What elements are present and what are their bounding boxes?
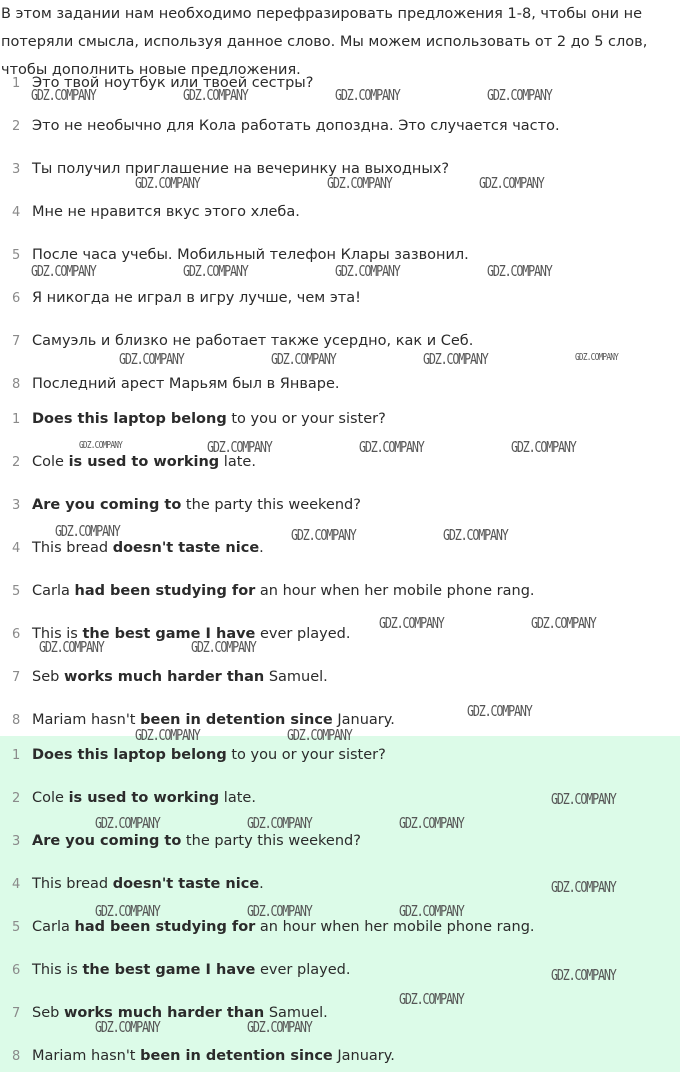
watermark: GDZ.COMPANY (39, 638, 104, 656)
watermark: GDZ.COMPANY (551, 790, 616, 808)
intro-line-1: В этом задании нам необходимо перефразировать предложения 1-8, чтобы они не (1, 6, 643, 22)
item-number: 6 (12, 962, 21, 978)
list-item (0, 372, 680, 396)
watermark: GDZ.COMPANY (443, 526, 508, 544)
list-item (0, 200, 680, 224)
item-number: 1 (12, 75, 21, 91)
watermark: GDZ.COMPANY (291, 526, 356, 544)
item-text: Seb works much harder than Samuel. (32, 669, 328, 685)
item-text: This is the best game I have ever played. (32, 962, 351, 978)
item-number: 1 (12, 747, 21, 763)
item-number: 6 (12, 626, 21, 642)
watermark: GDZ.COMPANY (287, 726, 352, 744)
watermark: GDZ.COMPANY (551, 878, 616, 896)
list-item (0, 243, 680, 267)
list-item (0, 536, 680, 560)
item-text: This bread doesn't taste nice. (32, 876, 264, 892)
item-text: Мне не нравится вкус этого хлеба. (32, 204, 300, 220)
item-text: Cole is used to working late. (32, 790, 256, 806)
item-text: Seb works much harder than Samuel. (32, 1005, 328, 1021)
watermark: GDZ.COMPANY (379, 614, 444, 632)
watermark: GDZ.COMPANY (79, 440, 123, 451)
item-number: 7 (12, 333, 21, 349)
watermark: GDZ.COMPANY (531, 614, 596, 632)
item-number: 5 (12, 247, 21, 263)
watermark: GDZ.COMPANY (399, 902, 464, 920)
watermark: GDZ.COMPANY (335, 262, 400, 280)
watermark: GDZ.COMPANY (55, 522, 120, 540)
intro-line-3: чтобы дополнить новые предложения. (1, 62, 301, 78)
list-item (0, 579, 680, 603)
list-item (0, 71, 680, 95)
item-text: Последний арест Марьям был в Январе. (32, 376, 340, 392)
item-number: 4 (12, 876, 21, 892)
list-item (0, 743, 680, 767)
watermark: GDZ.COMPANY (575, 352, 619, 363)
watermark: GDZ.COMPANY (335, 86, 400, 104)
watermark: GDZ.COMPANY (487, 262, 552, 280)
watermark: GDZ.COMPANY (119, 350, 184, 368)
list-item (0, 114, 680, 138)
item-number: 8 (12, 712, 21, 728)
watermark: GDZ.COMPANY (247, 814, 312, 832)
watermark: GDZ.COMPANY (191, 638, 256, 656)
item-text: Carla had been studying for an hour when her mobile phone rang. (32, 583, 535, 599)
item-text: Это твой ноутбук или твоей сестры? (32, 75, 314, 91)
watermark: GDZ.COMPANY (487, 86, 552, 104)
item-number: 5 (12, 919, 21, 935)
item-number: 2 (12, 790, 21, 806)
item-text: Ты получил приглашение на вечеринку на выходных? (32, 161, 450, 177)
list-item (0, 829, 680, 853)
watermark: GDZ.COMPANY (511, 438, 576, 456)
watermark: GDZ.COMPANY (271, 350, 336, 368)
list-item (0, 1001, 680, 1025)
intro-line-2: потеряли смысла, используя данное слово. Мы можем использовать от 2 до 5 слов, (1, 34, 648, 50)
list-item (0, 708, 680, 732)
watermark: GDZ.COMPANY (183, 262, 248, 280)
item-number: 5 (12, 583, 21, 599)
watermark: GDZ.COMPANY (95, 814, 160, 832)
list-item (0, 665, 680, 689)
watermark: GDZ.COMPANY (31, 262, 96, 280)
item-number: 2 (12, 454, 21, 470)
item-text: Самуэль и близко не работает также усердно, как и Себ. (32, 333, 474, 349)
watermark: GDZ.COMPANY (479, 174, 544, 192)
item-text: Это не необычно для Кола работать допоздна. Это случается часто. (32, 118, 560, 134)
item-number: 8 (12, 376, 21, 392)
list-item (0, 786, 680, 810)
list-item (0, 407, 680, 431)
watermark: GDZ.COMPANY (467, 702, 532, 720)
watermark: GDZ.COMPANY (423, 350, 488, 368)
list-item (0, 157, 680, 181)
watermark: GDZ.COMPANY (135, 174, 200, 192)
watermark: GDZ.COMPANY (95, 902, 160, 920)
list-item (0, 622, 680, 646)
item-text: Are you coming to the party this weekend? (32, 497, 361, 513)
item-number: 1 (12, 411, 21, 427)
item-number: 3 (12, 161, 21, 177)
item-text: Mariam hasn't been in detention since January. (32, 712, 395, 728)
item-number: 4 (12, 204, 21, 220)
list-item (0, 958, 680, 982)
list-item (0, 286, 680, 310)
item-number: 2 (12, 118, 21, 134)
watermark: GDZ.COMPANY (183, 86, 248, 104)
list-item (0, 450, 680, 474)
item-number: 3 (12, 833, 21, 849)
watermark: GDZ.COMPANY (551, 966, 616, 984)
item-text: Are you coming to the party this weekend? (32, 833, 361, 849)
item-text: This bread doesn't taste nice. (32, 540, 264, 556)
item-text: Does this laptop belong to you or your sister? (32, 411, 386, 427)
list-item (0, 915, 680, 939)
watermark: GDZ.COMPANY (359, 438, 424, 456)
item-number: 8 (12, 1048, 21, 1064)
item-text: Carla had been studying for an hour when her mobile phone rang. (32, 919, 535, 935)
item-text: Does this laptop belong to you or your sister? (32, 747, 386, 763)
item-text: This is the best game I have ever played. (32, 626, 351, 642)
watermark: GDZ.COMPANY (399, 990, 464, 1008)
watermark: GDZ.COMPANY (135, 726, 200, 744)
watermark: GDZ.COMPANY (399, 814, 464, 832)
item-text: После часа учебы. Мобильный телефон Клары зазвонил. (32, 247, 469, 263)
watermark: GDZ.COMPANY (247, 1018, 312, 1036)
item-number: 4 (12, 540, 21, 556)
watermark: GDZ.COMPANY (207, 438, 272, 456)
item-number: 6 (12, 290, 21, 306)
item-text: Mariam hasn't been in detention since January. (32, 1048, 395, 1064)
list-item (0, 1044, 680, 1068)
item-text: Я никогда не играл в игру лучше, чем эта! (32, 290, 361, 306)
watermark: GDZ.COMPANY (95, 1018, 160, 1036)
item-number: 3 (12, 497, 21, 513)
list-item (0, 872, 680, 896)
item-number: 7 (12, 669, 21, 685)
item-text: Cole is used to working late. (32, 454, 256, 470)
watermark: GDZ.COMPANY (247, 902, 312, 920)
list-item (0, 493, 680, 517)
watermark: GDZ.COMPANY (327, 174, 392, 192)
watermark: GDZ.COMPANY (31, 86, 96, 104)
list-item (0, 329, 680, 353)
item-number: 7 (12, 1005, 21, 1021)
task-intro (0, 0, 680, 78)
